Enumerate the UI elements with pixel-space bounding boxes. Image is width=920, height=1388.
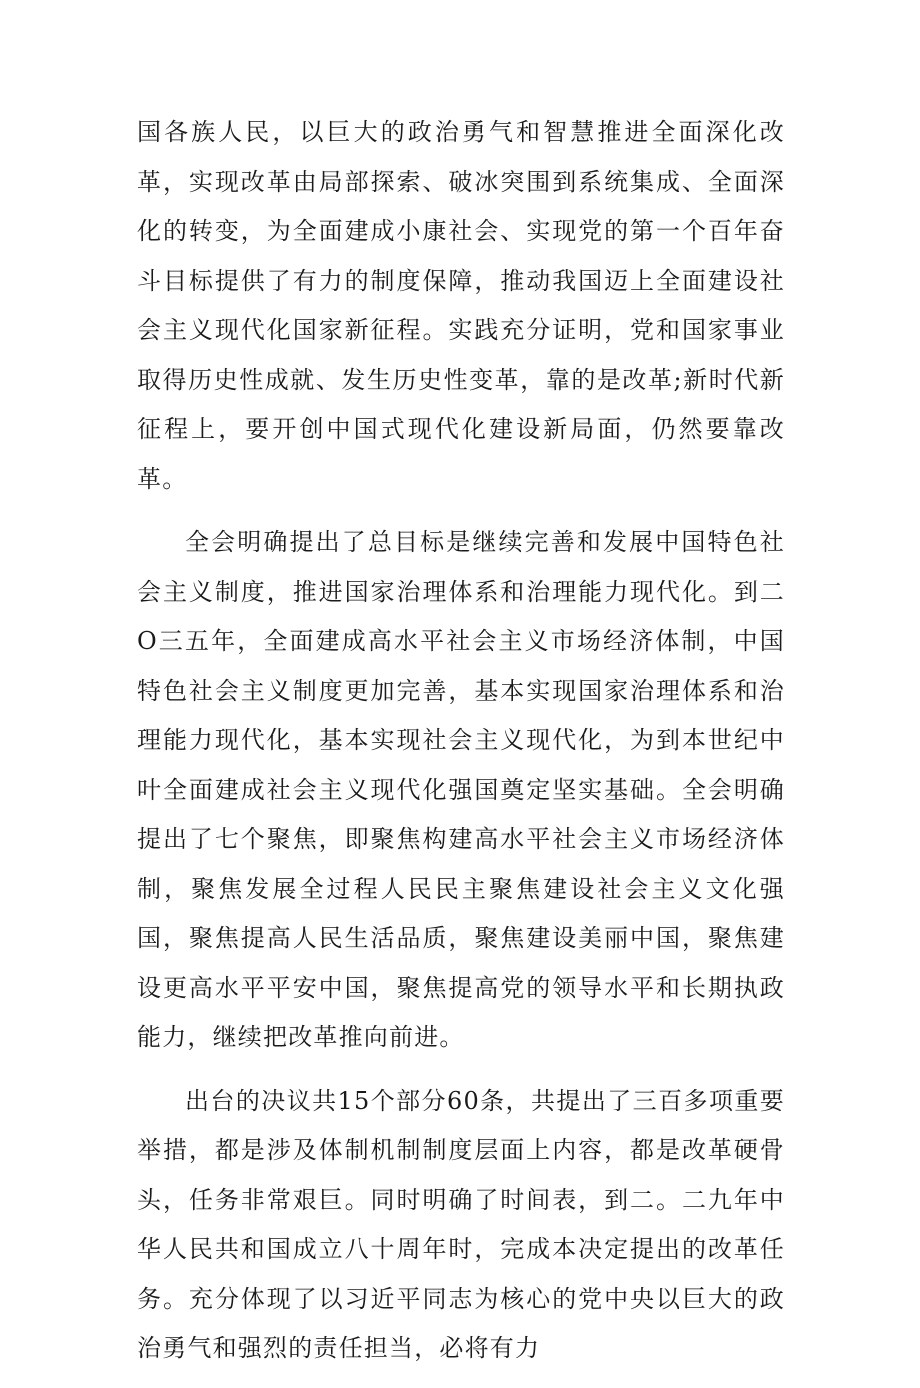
document-page	[137, 108, 785, 1388]
paragraph-2: 全会明确提出了总目标是继续完善和发展中国特色社会主义制度，推进国家治理体系和治理能力现代化。到二O三五年，全面建成高水平社会主义市场经济体制，中国特色社会主义制度更加完善，基本实现国家治理体系和治理能力现代化，基本实现社会主义现代化，为到本世纪中叶全面建成社会主义现代化强国奠定坚实基础。全会明确提出了七个聚焦，即聚焦构建高水平社会主义市场经济体制，聚焦发展全过程人民民主聚焦建设社会主义文化强国，聚焦提高人民生活品质，聚焦建设美丽中国，聚焦建设更高水平平安中国，聚焦提高党的领导水平和长期执政能力，继续把改革推向前进。	[137, 528, 785, 1051]
paragraph-3: 出台的决议共15个部分60条，共提出了三百多项重要举措，都是涉及体制机制制度层面上内容，都是改革硬骨头，任务非常艰巨。同时明确了时间表，到二。二九年中华人民共和国成立八十周年时，完成本决定提出的改革任务。充分体现了以习近平同志为核心的党中央以巨大的政治勇气和强烈的责任担当，必将有力	[137, 1086, 785, 1362]
paragraph-1: 国各族人民，以巨大的政治勇气和智慧推进全面深化改革，实现改革由局部探索、破冰突围到系统集成、全面深化的转变，为全面建成小康社会、实现党的第一个百年奋斗目标提供了有力的制度保障，推动我国迈上全面建设社会主义现代化国家新征程。实践充分证明，党和国家事业取得历史性成就、发生历史性变革，靠的是改革;新时代新征程上，要开创中国式现代化建设新局面，仍然要靠改革。	[137, 118, 785, 493]
